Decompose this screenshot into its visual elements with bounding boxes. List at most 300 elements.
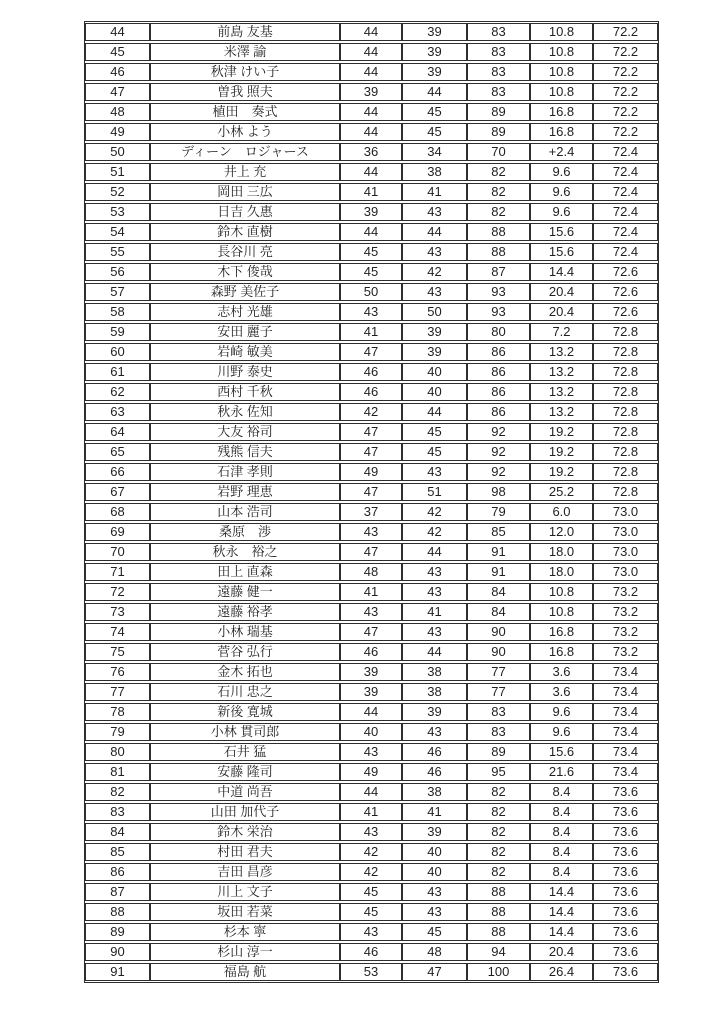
player-name-cell: 金木 拓也 xyxy=(150,663,340,681)
gross-score-cell: 77 xyxy=(467,683,530,701)
out-score-cell: 49 xyxy=(340,463,402,481)
out-score-cell: 40 xyxy=(340,723,402,741)
rank-cell: 90 xyxy=(85,943,150,961)
rank-cell: 57 xyxy=(85,283,150,301)
gross-score-cell: 89 xyxy=(467,103,530,121)
out-score-cell: 46 xyxy=(340,383,402,401)
net-score-cell: 72.6 xyxy=(593,303,658,321)
player-name-cell: 坂田 若菜 xyxy=(150,903,340,921)
handicap-cell: 20.4 xyxy=(530,943,593,961)
in-score-cell: 34 xyxy=(402,143,467,161)
net-score-cell: 73.4 xyxy=(593,703,658,721)
rank-cell: 44 xyxy=(85,23,150,41)
out-score-cell: 42 xyxy=(340,403,402,421)
net-score-cell: 72.8 xyxy=(593,383,658,401)
rank-cell: 87 xyxy=(85,883,150,901)
player-name-cell: 石津 孝則 xyxy=(150,463,340,481)
out-score-cell: 43 xyxy=(340,523,402,541)
in-score-cell: 38 xyxy=(402,683,467,701)
in-score-cell: 48 xyxy=(402,943,467,961)
net-score-cell: 73.2 xyxy=(593,643,658,661)
gross-score-cell: 92 xyxy=(467,423,530,441)
gross-score-cell: 87 xyxy=(467,263,530,281)
net-score-cell: 73.2 xyxy=(593,623,658,641)
table-row xyxy=(85,43,658,61)
handicap-cell: 20.4 xyxy=(530,283,593,301)
gross-score-cell: 82 xyxy=(467,183,530,201)
net-score-cell: 72.2 xyxy=(593,103,658,121)
net-score-cell: 72.6 xyxy=(593,263,658,281)
rank-cell: 67 xyxy=(85,483,150,501)
gross-score-cell: 90 xyxy=(467,623,530,641)
net-score-cell: 72.8 xyxy=(593,343,658,361)
handicap-cell: 19.2 xyxy=(530,443,593,461)
rank-cell: 74 xyxy=(85,623,150,641)
in-score-cell: 40 xyxy=(402,383,467,401)
handicap-cell: 15.6 xyxy=(530,223,593,241)
handicap-cell: 16.8 xyxy=(530,623,593,641)
handicap-cell: 16.8 xyxy=(530,123,593,141)
rank-cell: 51 xyxy=(85,163,150,181)
net-score-cell: 72.8 xyxy=(593,483,658,501)
rank-cell: 70 xyxy=(85,543,150,561)
player-name-cell: 山本 浩司 xyxy=(150,503,340,521)
in-score-cell: 42 xyxy=(402,263,467,281)
out-score-cell: 45 xyxy=(340,883,402,901)
handicap-cell: 14.4 xyxy=(530,883,593,901)
table-row xyxy=(85,183,658,201)
out-score-cell: 44 xyxy=(340,783,402,801)
net-score-cell: 73.4 xyxy=(593,763,658,781)
handicap-cell: 10.8 xyxy=(530,63,593,81)
out-score-cell: 44 xyxy=(340,23,402,41)
net-score-cell: 72.4 xyxy=(593,243,658,261)
out-score-cell: 39 xyxy=(340,83,402,101)
in-score-cell: 39 xyxy=(402,43,467,61)
rank-cell: 75 xyxy=(85,643,150,661)
rank-cell: 53 xyxy=(85,203,150,221)
handicap-cell: 10.8 xyxy=(530,83,593,101)
rank-cell: 63 xyxy=(85,403,150,421)
in-score-cell: 43 xyxy=(402,463,467,481)
handicap-cell: 13.2 xyxy=(530,403,593,421)
player-name-cell: 田上 直森 xyxy=(150,563,340,581)
handicap-cell: +2.4 xyxy=(530,143,593,161)
handicap-cell: 8.4 xyxy=(530,803,593,821)
player-name-cell: 大友 裕司 xyxy=(150,423,340,441)
handicap-cell: 16.8 xyxy=(530,643,593,661)
out-score-cell: 47 xyxy=(340,543,402,561)
player-name-cell: ディーン ロジャース xyxy=(150,143,340,161)
table-row xyxy=(85,643,658,661)
net-score-cell: 72.8 xyxy=(593,443,658,461)
rank-cell: 82 xyxy=(85,783,150,801)
net-score-cell: 73.6 xyxy=(593,943,658,961)
handicap-cell: 13.2 xyxy=(530,343,593,361)
rank-cell: 48 xyxy=(85,103,150,121)
table-row xyxy=(85,623,658,641)
rank-cell: 62 xyxy=(85,383,150,401)
player-name-cell: 小林 貫司郎 xyxy=(150,723,340,741)
player-name-cell: 桑原 渉 xyxy=(150,523,340,541)
net-score-cell: 72.4 xyxy=(593,203,658,221)
player-name-cell: 秋津 けい子 xyxy=(150,63,340,81)
out-score-cell: 46 xyxy=(340,643,402,661)
out-score-cell: 44 xyxy=(340,223,402,241)
table-row xyxy=(85,683,658,701)
in-score-cell: 46 xyxy=(402,743,467,761)
table-row xyxy=(85,903,658,921)
table-row xyxy=(85,303,658,321)
table-row xyxy=(85,883,658,901)
table-row xyxy=(85,523,658,541)
net-score-cell: 72.8 xyxy=(593,423,658,441)
handicap-cell: 10.8 xyxy=(530,23,593,41)
rank-cell: 86 xyxy=(85,863,150,881)
gross-score-cell: 88 xyxy=(467,923,530,941)
table-row xyxy=(85,123,658,141)
player-name-cell: 森野 美佐子 xyxy=(150,283,340,301)
out-score-cell: 44 xyxy=(340,103,402,121)
table-row xyxy=(85,783,658,801)
rank-cell: 65 xyxy=(85,443,150,461)
player-name-cell: 遠藤 裕孝 xyxy=(150,603,340,621)
net-score-cell: 72.2 xyxy=(593,63,658,81)
gross-score-cell: 83 xyxy=(467,83,530,101)
handicap-cell: 19.2 xyxy=(530,423,593,441)
rank-cell: 54 xyxy=(85,223,150,241)
table-row xyxy=(85,203,658,221)
in-score-cell: 40 xyxy=(402,363,467,381)
gross-score-cell: 98 xyxy=(467,483,530,501)
out-score-cell: 47 xyxy=(340,483,402,501)
in-score-cell: 45 xyxy=(402,443,467,461)
table-row xyxy=(85,323,658,341)
table-row xyxy=(85,23,658,41)
handicap-cell: 10.8 xyxy=(530,583,593,601)
gross-score-cell: 79 xyxy=(467,503,530,521)
player-name-cell: 遠藤 健一 xyxy=(150,583,340,601)
net-score-cell: 73.0 xyxy=(593,503,658,521)
out-score-cell: 39 xyxy=(340,663,402,681)
rank-cell: 77 xyxy=(85,683,150,701)
handicap-cell: 13.2 xyxy=(530,363,593,381)
table-row xyxy=(85,583,658,601)
player-name-cell: 志村 光雄 xyxy=(150,303,340,321)
handicap-cell: 7.2 xyxy=(530,323,593,341)
in-score-cell: 43 xyxy=(402,203,467,221)
gross-score-cell: 88 xyxy=(467,903,530,921)
results-table-container xyxy=(84,21,659,983)
rank-cell: 61 xyxy=(85,363,150,381)
out-score-cell: 44 xyxy=(340,703,402,721)
in-score-cell: 42 xyxy=(402,503,467,521)
handicap-cell: 25.2 xyxy=(530,483,593,501)
table-row xyxy=(85,363,658,381)
gross-score-cell: 82 xyxy=(467,823,530,841)
rank-cell: 45 xyxy=(85,43,150,61)
rank-cell: 72 xyxy=(85,583,150,601)
rank-cell: 71 xyxy=(85,563,150,581)
in-score-cell: 39 xyxy=(402,703,467,721)
table-row xyxy=(85,503,658,521)
net-score-cell: 72.4 xyxy=(593,143,658,161)
in-score-cell: 45 xyxy=(402,123,467,141)
handicap-cell: 20.4 xyxy=(530,303,593,321)
out-score-cell: 43 xyxy=(340,923,402,941)
rank-cell: 58 xyxy=(85,303,150,321)
net-score-cell: 73.4 xyxy=(593,683,658,701)
out-score-cell: 47 xyxy=(340,443,402,461)
rank-cell: 64 xyxy=(85,423,150,441)
handicap-cell: 9.6 xyxy=(530,703,593,721)
net-score-cell: 73.6 xyxy=(593,863,658,881)
gross-score-cell: 82 xyxy=(467,203,530,221)
out-score-cell: 48 xyxy=(340,563,402,581)
table-row xyxy=(85,563,658,581)
gross-score-cell: 82 xyxy=(467,163,530,181)
table-row xyxy=(85,163,658,181)
in-score-cell: 38 xyxy=(402,663,467,681)
handicap-cell: 12.0 xyxy=(530,523,593,541)
gross-score-cell: 82 xyxy=(467,783,530,801)
rank-cell: 49 xyxy=(85,123,150,141)
in-score-cell: 38 xyxy=(402,783,467,801)
net-score-cell: 72.8 xyxy=(593,403,658,421)
out-score-cell: 50 xyxy=(340,283,402,301)
in-score-cell: 46 xyxy=(402,763,467,781)
table-row xyxy=(85,223,658,241)
rank-cell: 55 xyxy=(85,243,150,261)
table-row xyxy=(85,463,658,481)
net-score-cell: 73.6 xyxy=(593,823,658,841)
net-score-cell: 72.4 xyxy=(593,183,658,201)
table-row xyxy=(85,963,658,981)
table-row xyxy=(85,383,658,401)
in-score-cell: 50 xyxy=(402,303,467,321)
net-score-cell: 73.0 xyxy=(593,523,658,541)
handicap-cell: 10.8 xyxy=(530,43,593,61)
table-row xyxy=(85,343,658,361)
out-score-cell: 44 xyxy=(340,163,402,181)
rank-cell: 60 xyxy=(85,343,150,361)
results-table xyxy=(85,21,658,983)
player-name-cell: 米澤 諭 xyxy=(150,43,340,61)
table-row xyxy=(85,803,658,821)
net-score-cell: 72.8 xyxy=(593,363,658,381)
player-name-cell: 鈴木 直樹 xyxy=(150,223,340,241)
player-name-cell: 秋永 裕之 xyxy=(150,543,340,561)
gross-score-cell: 86 xyxy=(467,403,530,421)
player-name-cell: 木下 俊哉 xyxy=(150,263,340,281)
gross-score-cell: 85 xyxy=(467,523,530,541)
rank-cell: 69 xyxy=(85,523,150,541)
in-score-cell: 51 xyxy=(402,483,467,501)
table-row xyxy=(85,943,658,961)
in-score-cell: 45 xyxy=(402,923,467,941)
gross-score-cell: 82 xyxy=(467,843,530,861)
gross-score-cell: 84 xyxy=(467,583,530,601)
gross-score-cell: 93 xyxy=(467,303,530,321)
player-name-cell: 日吉 久惠 xyxy=(150,203,340,221)
in-score-cell: 43 xyxy=(402,563,467,581)
out-score-cell: 49 xyxy=(340,763,402,781)
net-score-cell: 72.2 xyxy=(593,43,658,61)
gross-score-cell: 77 xyxy=(467,663,530,681)
in-score-cell: 40 xyxy=(402,863,467,881)
handicap-cell: 14.4 xyxy=(530,263,593,281)
net-score-cell: 72.4 xyxy=(593,223,658,241)
player-name-cell: 川上 文子 xyxy=(150,883,340,901)
in-score-cell: 41 xyxy=(402,183,467,201)
handicap-cell: 3.6 xyxy=(530,683,593,701)
gross-score-cell: 90 xyxy=(467,643,530,661)
rank-cell: 76 xyxy=(85,663,150,681)
player-name-cell: 中道 尚吾 xyxy=(150,783,340,801)
rank-cell: 52 xyxy=(85,183,150,201)
in-score-cell: 45 xyxy=(402,423,467,441)
results-table-body xyxy=(85,23,658,981)
player-name-cell: 新後 寛城 xyxy=(150,703,340,721)
player-name-cell: 石井 猛 xyxy=(150,743,340,761)
rank-cell: 84 xyxy=(85,823,150,841)
player-name-cell: 石川 忠之 xyxy=(150,683,340,701)
in-score-cell: 40 xyxy=(402,843,467,861)
out-score-cell: 44 xyxy=(340,63,402,81)
handicap-cell: 19.2 xyxy=(530,463,593,481)
gross-score-cell: 91 xyxy=(467,543,530,561)
player-name-cell: 安田 麗子 xyxy=(150,323,340,341)
handicap-cell: 26.4 xyxy=(530,963,593,981)
player-name-cell: 菅谷 弘行 xyxy=(150,643,340,661)
player-name-cell: 小林 よう xyxy=(150,123,340,141)
in-score-cell: 44 xyxy=(402,543,467,561)
in-score-cell: 41 xyxy=(402,803,467,821)
player-name-cell: 吉田 昌彦 xyxy=(150,863,340,881)
handicap-cell: 14.4 xyxy=(530,903,593,921)
player-name-cell: 植田 奏式 xyxy=(150,103,340,121)
handicap-cell: 16.8 xyxy=(530,103,593,121)
out-score-cell: 43 xyxy=(340,743,402,761)
rank-cell: 47 xyxy=(85,83,150,101)
table-row xyxy=(85,863,658,881)
handicap-cell: 9.6 xyxy=(530,163,593,181)
rank-cell: 56 xyxy=(85,263,150,281)
gross-score-cell: 88 xyxy=(467,223,530,241)
gross-score-cell: 82 xyxy=(467,803,530,821)
handicap-cell: 8.4 xyxy=(530,823,593,841)
in-score-cell: 45 xyxy=(402,103,467,121)
out-score-cell: 42 xyxy=(340,863,402,881)
in-score-cell: 44 xyxy=(402,643,467,661)
handicap-cell: 13.2 xyxy=(530,383,593,401)
net-score-cell: 72.2 xyxy=(593,23,658,41)
in-score-cell: 43 xyxy=(402,623,467,641)
net-score-cell: 73.6 xyxy=(593,843,658,861)
table-row xyxy=(85,103,658,121)
net-score-cell: 73.0 xyxy=(593,563,658,581)
handicap-cell: 9.6 xyxy=(530,723,593,741)
gross-score-cell: 83 xyxy=(467,723,530,741)
net-score-cell: 73.4 xyxy=(593,743,658,761)
player-name-cell: 曽我 照夫 xyxy=(150,83,340,101)
player-name-cell: 杉山 淳一 xyxy=(150,943,340,961)
gross-score-cell: 83 xyxy=(467,703,530,721)
table-row xyxy=(85,63,658,81)
player-name-cell: 残熊 信夫 xyxy=(150,443,340,461)
in-score-cell: 43 xyxy=(402,903,467,921)
table-row xyxy=(85,243,658,261)
table-row xyxy=(85,763,658,781)
player-name-cell: 鈴木 栄治 xyxy=(150,823,340,841)
table-row xyxy=(85,423,658,441)
player-name-cell: 長谷川 亮 xyxy=(150,243,340,261)
net-score-cell: 73.0 xyxy=(593,543,658,561)
net-score-cell: 72.2 xyxy=(593,123,658,141)
rank-cell: 73 xyxy=(85,603,150,621)
net-score-cell: 73.2 xyxy=(593,603,658,621)
rank-cell: 85 xyxy=(85,843,150,861)
table-row xyxy=(85,143,658,161)
rank-cell: 80 xyxy=(85,743,150,761)
net-score-cell: 72.8 xyxy=(593,323,658,341)
rank-cell: 66 xyxy=(85,463,150,481)
handicap-cell: 10.8 xyxy=(530,603,593,621)
gross-score-cell: 89 xyxy=(467,123,530,141)
net-score-cell: 72.2 xyxy=(593,83,658,101)
in-score-cell: 44 xyxy=(402,83,467,101)
net-score-cell: 73.4 xyxy=(593,663,658,681)
rank-cell: 59 xyxy=(85,323,150,341)
net-score-cell: 73.6 xyxy=(593,903,658,921)
out-score-cell: 45 xyxy=(340,263,402,281)
gross-score-cell: 83 xyxy=(467,63,530,81)
out-score-cell: 37 xyxy=(340,503,402,521)
gross-score-cell: 95 xyxy=(467,763,530,781)
player-name-cell: 秋永 佐知 xyxy=(150,403,340,421)
out-score-cell: 46 xyxy=(340,363,402,381)
rank-cell: 88 xyxy=(85,903,150,921)
gross-score-cell: 89 xyxy=(467,743,530,761)
handicap-cell: 9.6 xyxy=(530,183,593,201)
out-score-cell: 45 xyxy=(340,903,402,921)
player-name-cell: 岩野 理恵 xyxy=(150,483,340,501)
out-score-cell: 46 xyxy=(340,943,402,961)
table-row xyxy=(85,283,658,301)
gross-score-cell: 83 xyxy=(467,43,530,61)
table-row xyxy=(85,403,658,421)
gross-score-cell: 84 xyxy=(467,603,530,621)
net-score-cell: 73.6 xyxy=(593,803,658,821)
in-score-cell: 39 xyxy=(402,823,467,841)
out-score-cell: 41 xyxy=(340,803,402,821)
out-score-cell: 44 xyxy=(340,123,402,141)
player-name-cell: 岡田 三広 xyxy=(150,183,340,201)
handicap-cell: 8.4 xyxy=(530,843,593,861)
rank-cell: 78 xyxy=(85,703,150,721)
out-score-cell: 47 xyxy=(340,423,402,441)
out-score-cell: 43 xyxy=(340,303,402,321)
in-score-cell: 38 xyxy=(402,163,467,181)
in-score-cell: 44 xyxy=(402,223,467,241)
gross-score-cell: 88 xyxy=(467,243,530,261)
in-score-cell: 43 xyxy=(402,723,467,741)
gross-score-cell: 100 xyxy=(467,963,530,981)
handicap-cell: 3.6 xyxy=(530,663,593,681)
net-score-cell: 73.6 xyxy=(593,923,658,941)
in-score-cell: 39 xyxy=(402,23,467,41)
in-score-cell: 47 xyxy=(402,963,467,981)
